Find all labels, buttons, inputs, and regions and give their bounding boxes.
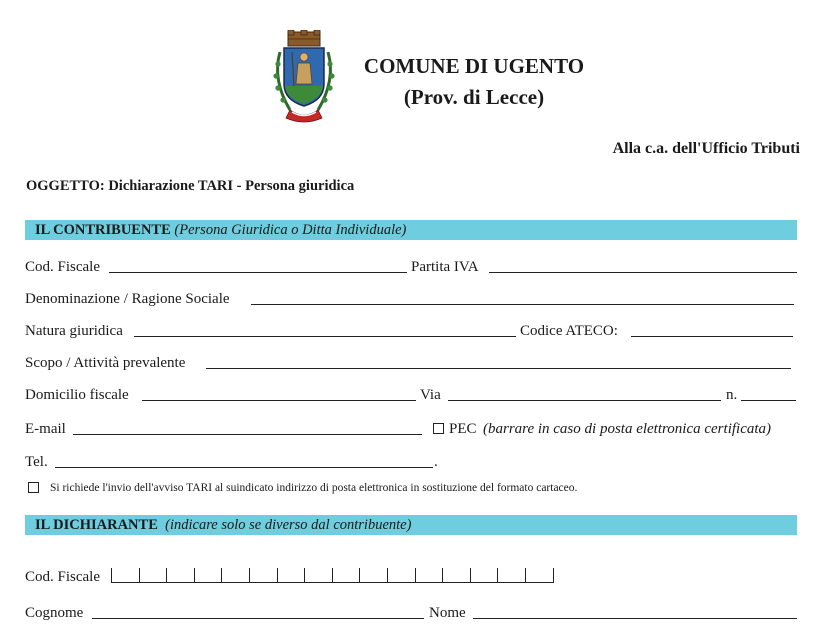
cod-fiscale-cell-divider xyxy=(387,568,388,582)
cod-fiscale-cell-divider xyxy=(415,568,416,582)
partita-iva-label: Partita IVA xyxy=(411,259,479,275)
recipient-line: Alla c.a. dell'Ufficio Tributi xyxy=(612,140,800,157)
row-tel xyxy=(25,452,797,472)
numero-label: n. xyxy=(726,387,738,403)
cod-fiscale-field[interactable] xyxy=(109,272,407,273)
cod-fiscale-cell-divider xyxy=(304,568,305,582)
cod-fiscale-cell-divider xyxy=(221,568,222,582)
tel-field[interactable] xyxy=(55,467,433,468)
section-dichiarante-title: IL DICHIARANTE xyxy=(35,517,158,533)
cod-fiscale-cell-divider xyxy=(525,568,526,582)
row-dichiarante-codfiscale xyxy=(25,567,797,587)
cod-fiscale-cell-divider xyxy=(166,568,167,582)
cod-fiscale-cell-divider xyxy=(111,568,112,582)
scopo-label: Scopo / Attività prevalente xyxy=(25,355,186,371)
scopo-field[interactable] xyxy=(206,368,791,369)
cod-fiscale-label: Cod. Fiscale xyxy=(25,259,100,275)
section-contribuente-subtitle: (Persona Giuridica o Ditta Individuale) xyxy=(174,222,407,238)
cod-fiscale-cell-divider xyxy=(359,568,360,582)
denominazione-field[interactable] xyxy=(251,304,794,305)
tel-end: . xyxy=(434,454,438,470)
pec-checkbox[interactable] xyxy=(433,423,444,434)
domicilio-label: Domicilio fiscale xyxy=(25,387,129,403)
cod-fiscale-cell-divider xyxy=(442,568,443,582)
dichiarante-cod-fiscale-field[interactable] xyxy=(111,582,554,583)
row-avviso xyxy=(25,478,797,498)
codice-ateco-field[interactable] xyxy=(631,336,793,337)
tel-label: Tel. xyxy=(25,454,48,470)
section-dichiarante-header xyxy=(25,515,797,535)
cod-fiscale-cell-divider xyxy=(470,568,471,582)
subject-line: OGGETTO: Dichiarazione TARI - Persona giuridica xyxy=(26,178,355,194)
section-dichiarante-subtitle: (indicare solo se diverso dal contribuente) xyxy=(165,517,412,533)
row-email xyxy=(25,419,797,439)
section-contribuente-title: IL CONTRIBUENTE xyxy=(35,222,171,238)
cod-fiscale-cell-divider xyxy=(194,568,195,582)
via-field[interactable] xyxy=(448,400,721,401)
cod-fiscale-cell-divider xyxy=(553,568,554,582)
section-contribuente-header xyxy=(25,220,797,240)
natura-giuridica-field[interactable] xyxy=(134,336,516,337)
cognome-field[interactable] xyxy=(92,618,424,619)
dichiarante-cod-fiscale-label: Cod. Fiscale xyxy=(25,569,100,585)
natura-giuridica-label: Natura giuridica xyxy=(25,323,123,339)
numero-field[interactable] xyxy=(741,400,796,401)
row-natura-ateco xyxy=(25,321,797,341)
pec-note: (barrare in caso di posta elettronica certificata) xyxy=(483,421,772,437)
row-cognome-nome xyxy=(25,603,797,623)
domicilio-field[interactable] xyxy=(142,400,416,401)
cod-fiscale-cell-divider xyxy=(249,568,250,582)
cod-fiscale-cell-divider xyxy=(139,568,140,582)
nome-label: Nome xyxy=(429,605,466,621)
nome-field[interactable] xyxy=(473,618,797,619)
cod-fiscale-cell-divider xyxy=(332,568,333,582)
row-scopo xyxy=(25,353,797,373)
comune-title: COMUNE DI UGENTO xyxy=(363,54,585,78)
row-domicilio xyxy=(25,385,797,405)
row-codfiscale-piva xyxy=(25,257,797,277)
cod-fiscale-cell-divider xyxy=(277,568,278,582)
comune-province: (Prov. di Lecce) xyxy=(403,85,545,109)
row-denominazione xyxy=(25,289,797,309)
cognome-label: Cognome xyxy=(25,605,84,621)
codice-ateco-label: Codice ATECO: xyxy=(520,323,618,339)
cod-fiscale-cell-divider xyxy=(497,568,498,582)
via-label: Via xyxy=(420,387,441,403)
email-field[interactable] xyxy=(73,434,422,435)
pec-label: PEC xyxy=(449,421,477,437)
partita-iva-field[interactable] xyxy=(489,272,797,273)
email-label: E-mail xyxy=(25,421,66,437)
denominazione-label: Denominazione / Ragione Sociale xyxy=(25,291,230,307)
avviso-note: Si richiede l'invio dell'avviso TARI al suindicato indirizzo di posta elettronica in sostituzione del formato cartaceo. xyxy=(50,482,578,494)
avviso-checkbox[interactable] xyxy=(28,482,39,493)
